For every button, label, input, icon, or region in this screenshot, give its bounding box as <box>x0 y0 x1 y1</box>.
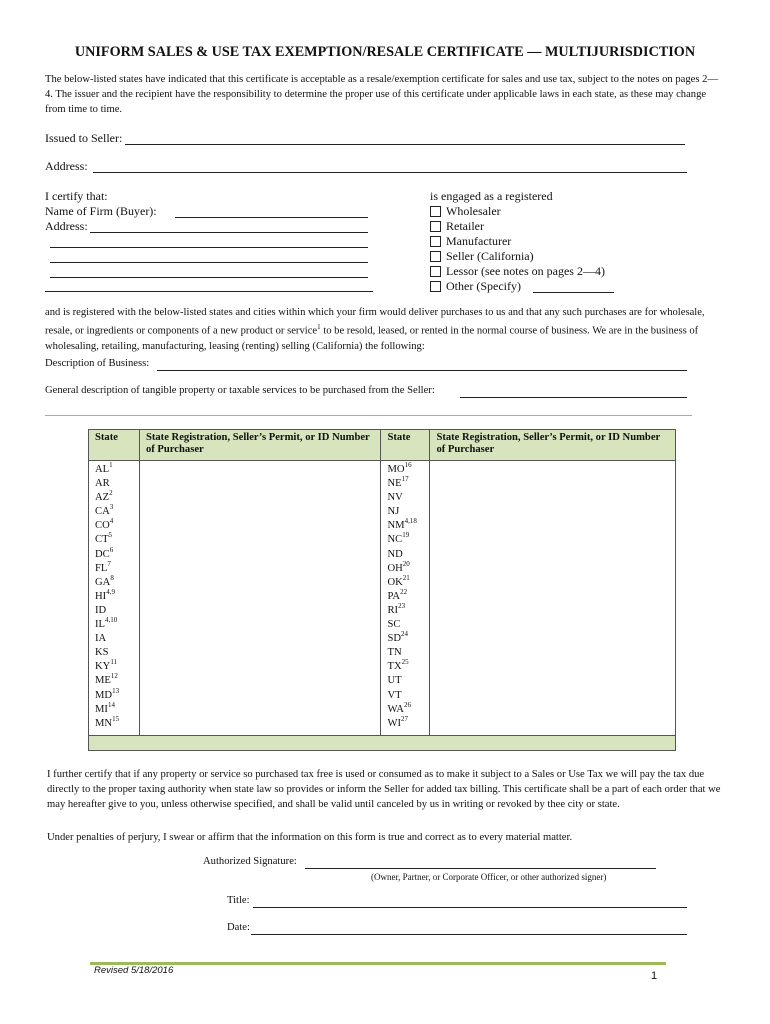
firm-name-field[interactable] <box>175 217 368 218</box>
state-code: IL <box>95 619 105 631</box>
issued-to-seller-field[interactable] <box>125 144 685 145</box>
general-description-field[interactable] <box>460 397 687 398</box>
other-specify-field[interactable] <box>533 292 614 293</box>
title-label: Title: <box>227 895 250 906</box>
state-code-tx <box>387 660 429 674</box>
state-code-ar <box>95 477 139 491</box>
state-code: NC <box>387 534 403 546</box>
state-footnote: 23 <box>398 601 406 610</box>
issued-to-seller-label: Issued to Seller: <box>45 131 123 145</box>
state-code-md <box>95 686 139 703</box>
state-code-ca <box>95 505 139 519</box>
state-code-mn <box>95 714 139 731</box>
state-code: TN <box>387 647 402 659</box>
state-code-pa <box>387 587 429 604</box>
state-footnote: 11 <box>110 658 118 667</box>
perjury-statement: Under penalties of perjury, I swear or affirm that the information on this form is true and correct as to every material matter. <box>47 832 573 843</box>
seller-california-checkbox[interactable] <box>430 251 441 262</box>
manufacturer-label: Manufacturer <box>446 234 512 248</box>
state-code: KS <box>95 647 109 659</box>
wholesaler-label: Wholesaler <box>446 204 501 218</box>
state-footnote: 4,9 <box>106 587 115 596</box>
buyer-address-label: Address: <box>45 219 88 233</box>
state-footnote: 19 <box>402 531 410 540</box>
table-footer-row <box>89 736 676 751</box>
state-code: IA <box>95 633 107 645</box>
state-code-ri <box>387 601 429 618</box>
state-code: NE <box>387 478 402 490</box>
manufacturer-checkbox[interactable] <box>430 236 441 247</box>
state-code: CO <box>95 520 110 532</box>
other-label: Other (Specify) <box>446 279 521 293</box>
state-code: CT <box>95 534 109 546</box>
state-code-il <box>95 618 139 632</box>
left-states-column <box>89 461 140 736</box>
state-code: SD <box>387 633 402 645</box>
registration-header: State Registration, Seller’s Permit, or ID Number of Purchaser <box>430 430 676 461</box>
seller-address-field[interactable] <box>93 172 687 173</box>
section-divider <box>45 415 692 416</box>
intro-paragraph: The below-listed states have indicated that this certificate is acceptable as a resale/exemption certificate for sales and use tax, subject to the notes on pages 2—4. The issuer and the recipient have the responsibility to determine the proper use of this certificate under applicable laws in each state, as these may change from time to time. <box>45 74 719 115</box>
state-code-ct <box>95 533 139 547</box>
registered-paragraph <box>45 305 725 354</box>
state-footnote: 21 <box>402 573 410 582</box>
state-code: RI <box>387 604 399 616</box>
state-code: NJ <box>387 506 400 518</box>
revised-date: Revised 5/18/2016 <box>94 965 174 976</box>
state-code-dc <box>95 545 139 562</box>
retailer-label: Retailer <box>446 219 484 233</box>
state-code-wi <box>387 714 429 731</box>
state-footnote: 4,10 <box>105 616 118 625</box>
other-checkbox[interactable] <box>430 281 441 292</box>
state-code: GA <box>95 576 111 588</box>
state-code: SC <box>387 619 401 631</box>
footer-rule <box>90 962 666 965</box>
state-code: PA <box>387 590 401 602</box>
lessor-checkbox[interactable] <box>430 266 441 277</box>
state-code-co <box>95 519 139 533</box>
state-code-ne <box>387 477 429 491</box>
state-code: OH <box>387 562 403 574</box>
state-code: CA <box>95 506 110 518</box>
right-states-column <box>381 461 430 736</box>
authorized-signature-label: Authorized Signature: <box>203 856 297 867</box>
date-field[interactable] <box>251 934 687 935</box>
title-field[interactable] <box>253 907 687 908</box>
state-code-al <box>95 463 139 477</box>
state-code: NM <box>387 520 405 532</box>
table-body-row <box>89 461 676 736</box>
state-code-ga <box>95 573 139 590</box>
buyer-address-line-3[interactable] <box>50 262 368 263</box>
authorized-signature-field[interactable] <box>305 868 656 869</box>
i-certify-label: I certify that: <box>45 189 108 203</box>
state-code: OK <box>387 576 403 588</box>
state-code: WI <box>387 717 402 729</box>
state-code: AZ <box>95 492 110 504</box>
state-code-ok <box>387 573 429 590</box>
state-footnote: 13 <box>112 686 120 695</box>
firm-name-label: Name of Firm (Buyer): <box>45 204 157 218</box>
description-of-business-field[interactable] <box>157 370 687 371</box>
registered-text-1: and is registered with the below-listed states and cities within which your firm would deliver purchases to us and that any such purchases are for wholesale, resale, or ingredients or components of a new product or service <box>45 307 705 337</box>
date-label: Date: <box>227 922 250 933</box>
state-code: TX <box>387 661 402 673</box>
state-footnote: 15 <box>112 714 120 723</box>
state-footnote: 20 <box>402 559 410 568</box>
state-footnote: 2 <box>109 489 113 498</box>
state-footnote: 8 <box>110 573 114 582</box>
seller-address-label: Address: <box>45 159 88 173</box>
state-code-ia <box>95 632 139 646</box>
state-code-nc <box>387 533 429 547</box>
state-footnote: 17 <box>401 475 409 484</box>
state-header: State <box>89 430 140 461</box>
registered-text-2: to be resold, leased, or rented in the normal course of business. We are in the business of wholesaling, retailing, manufacturing, leasing (renting) selling (California) the following: <box>45 325 699 352</box>
state-footnote: 16 <box>404 461 412 469</box>
state-code: AL <box>95 464 110 475</box>
state-code: ND <box>387 548 403 560</box>
state-footnote: 1 <box>109 461 113 469</box>
signer-note: (Owner, Partner, or Corporate Officer, or other authorized signer) <box>371 872 607 882</box>
state-code-sd <box>387 632 429 646</box>
state-code-hi <box>95 587 139 604</box>
description-of-business-label: Description of Business: <box>45 358 150 369</box>
state-code: ID <box>95 604 107 616</box>
state-code: HI <box>95 590 107 602</box>
state-footnote: 6 <box>109 545 114 554</box>
state-code: MN <box>95 717 113 729</box>
general-description-label: General description of tangible property or taxable services to be purchased from the Seller: <box>45 385 435 396</box>
state-code: MO <box>387 464 405 475</box>
wholesaler-checkbox[interactable] <box>430 206 441 217</box>
state-footnote: 22 <box>400 587 408 596</box>
state-code: MD <box>95 689 113 701</box>
state-code: FL <box>95 562 108 574</box>
state-code: WA <box>387 703 404 715</box>
state-footnote: 24 <box>401 630 409 639</box>
state-header: State <box>381 430 430 461</box>
buyer-address-line-2[interactable] <box>50 247 368 248</box>
state-code-ut <box>387 674 429 688</box>
state-footnote: 14 <box>107 700 115 709</box>
state-code: MI <box>95 703 108 715</box>
state-footnote: 4,18 <box>404 517 417 526</box>
state-code-wa <box>387 700 429 717</box>
state-footnote: 26 <box>403 700 411 709</box>
footnote-marker: 1 <box>317 323 321 331</box>
state-code: AR <box>95 478 110 490</box>
buyer-address-field[interactable] <box>90 232 368 233</box>
seller-california-label: Seller (California) <box>446 249 534 263</box>
state-code: DC <box>95 548 110 560</box>
left-registration-column[interactable] <box>139 461 381 736</box>
state-footnote: 7 <box>107 559 111 568</box>
state-code: UT <box>387 675 402 687</box>
right-registration-column[interactable] <box>430 461 676 736</box>
state-code-az <box>95 491 139 505</box>
state-code: VT <box>387 689 402 701</box>
states-table <box>88 429 676 751</box>
state-footnote: 25 <box>401 658 409 667</box>
state-footnote: 3 <box>109 503 114 512</box>
page-title: UNIFORM SALES & USE TAX EXEMPTION/RESALE CERTIFICATE — MULTIJURISDICTION <box>74 44 696 60</box>
registration-header: State Registration, Seller’s Permit, or ID Number of Purchaser <box>139 430 381 461</box>
state-code: NV <box>387 492 403 504</box>
state-footnote: 27 <box>401 714 409 723</box>
state-code: ME <box>95 675 111 687</box>
page-number: 1 <box>651 970 658 982</box>
lessor-label: Lessor (see notes on pages 2—4) <box>446 264 605 278</box>
table-header-row <box>89 430 676 461</box>
state-code-fl <box>95 559 139 576</box>
retailer-checkbox[interactable] <box>430 221 441 232</box>
buyer-address-line-5[interactable] <box>45 291 373 292</box>
state-code-nv <box>387 491 429 505</box>
state-code: KY <box>95 661 111 673</box>
further-certify-paragraph: I further certify that if any property or service so purchased tax free is used or consumed as to make it subject to a Sales or Use Tax we will pay the tax due directly to the proper taxing authority when state law so provides or inform the Seller for added tax billing. This certificate shall be a part of each order that we may hereafter give to you, unless otherwise specified, and shall be valid until canceled by us in writing or revoked by thee city or state. <box>47 769 721 810</box>
state-footnote: 5 <box>108 531 113 540</box>
engaged-label: is engaged as a registered <box>430 189 553 203</box>
state-footnote: 4 <box>109 517 114 526</box>
buyer-address-line-4[interactable] <box>50 277 368 278</box>
state-code-sc <box>387 618 429 632</box>
state-footnote: 12 <box>110 672 118 681</box>
table-footer-cell <box>89 736 676 751</box>
